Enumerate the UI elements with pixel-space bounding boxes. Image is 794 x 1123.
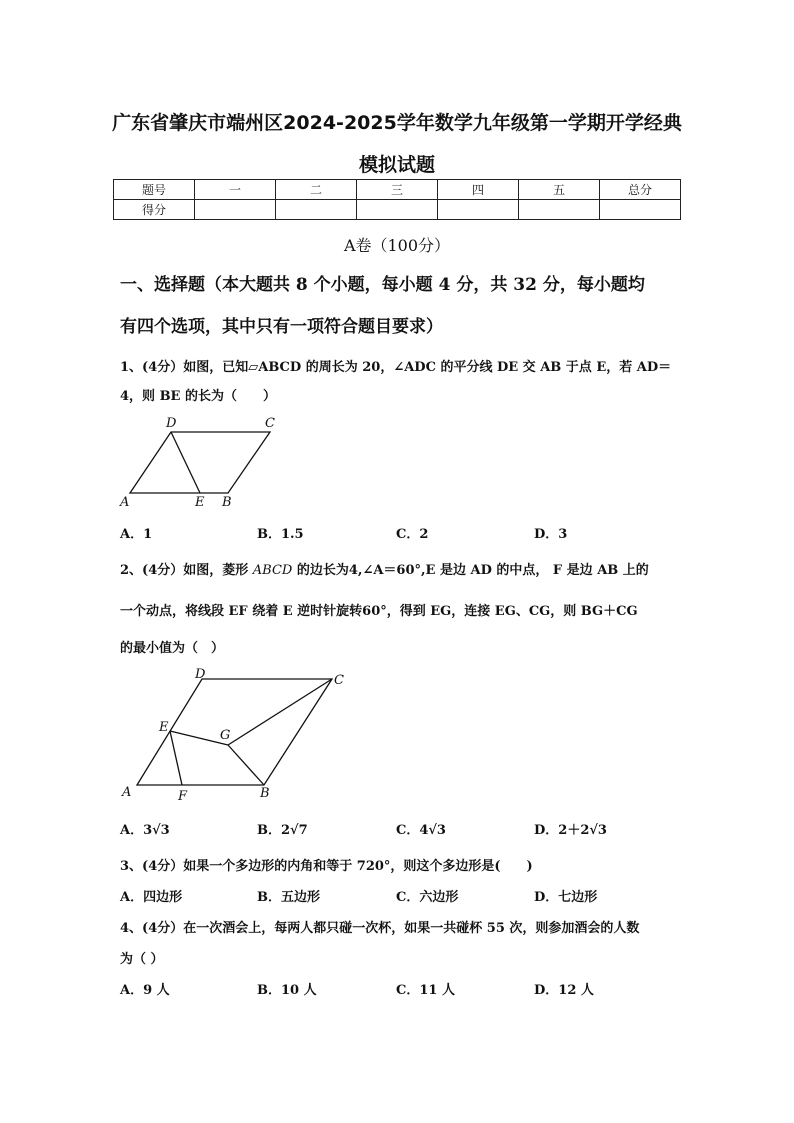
q2-label-b: B	[260, 786, 270, 801]
q1-option-c[interactable]: C．2	[396, 527, 429, 542]
score-input-cell[interactable]	[600, 200, 681, 220]
q2-text-line1	[120, 559, 680, 578]
q1-label-a: A	[120, 495, 130, 510]
score-header-cell: 三	[357, 180, 438, 200]
score-input-cell[interactable]	[519, 200, 600, 220]
score-header-cell: 二	[276, 180, 357, 200]
q3-option-d[interactable]: D．七边形	[534, 890, 598, 905]
q1-label-b: B	[222, 495, 232, 510]
q2-text-line2: 一个动点，将线段 EF 绕着 E 逆时针旋转60°，得到 EG，连接 EG、CG，则 BG＋CG	[120, 604, 638, 619]
q2-option-a[interactable]: A．3√3	[120, 823, 170, 838]
q3-option-b[interactable]: B．五边形	[257, 890, 320, 905]
q4-option-d[interactable]: D．12 人	[534, 983, 594, 998]
section1-heading-line2: 有四个选项，其中只有一项符合题目要求）	[120, 317, 443, 337]
exam-title-line1: 广东省肇庆市端州区2024-2025学年数学九年级第一学期开学经典	[112, 112, 682, 134]
score-input-cell[interactable]	[195, 200, 276, 220]
q1-option-b[interactable]: B．1.5	[257, 527, 304, 542]
volume-heading: A卷（100分）	[343, 236, 451, 255]
exam-title-line2: 模拟试题	[358, 154, 435, 176]
q1-label-d: D	[166, 416, 177, 431]
q1-text-line2: 4，则 BE 的长为（ ）	[120, 389, 276, 404]
score-input-cell[interactable]	[357, 200, 438, 220]
score-input-cell[interactable]	[438, 200, 519, 220]
q2-segment-gc	[228, 679, 332, 745]
score-header-cell: 一	[195, 180, 276, 200]
q4-option-b[interactable]: B．10 人	[257, 983, 317, 998]
score-header-cell: 四	[438, 180, 519, 200]
score-header-cell: 五	[519, 180, 600, 200]
q2-label-c: C	[334, 673, 344, 688]
q2-option-c[interactable]: C．4√3	[396, 823, 446, 838]
q2-label-a: A	[122, 785, 132, 800]
q1-label-c: C	[265, 416, 275, 431]
q2-text-line3: 的最小值为（ ）	[120, 641, 225, 656]
q2-label-g: G	[220, 728, 231, 743]
q2-option-b[interactable]: B．2√7	[257, 823, 308, 838]
q4-option-a[interactable]: A．9 人	[120, 983, 170, 998]
score-header-cell: 题号	[114, 180, 195, 200]
q2-label-e: E	[159, 720, 169, 735]
q2-segment-ef	[170, 731, 182, 785]
q1-label-e: E	[195, 495, 205, 510]
score-table-score-row	[114, 200, 681, 220]
q1-option-d[interactable]: D．3	[534, 527, 568, 542]
q2-segment-gb	[228, 745, 264, 785]
q4-text-line2: 为（ ）	[120, 952, 164, 967]
q2-text-line1-a: 2、(4分）如图，菱形	[120, 563, 253, 578]
score-table-header-row	[114, 180, 681, 200]
q4-text-line1: 4、(4分）在一次酒会上，每两人都只碰一次杯，如果一共碰杯 55 次，则参加酒会的人数	[120, 921, 640, 936]
q3-option-c[interactable]: C．六边形	[396, 890, 459, 905]
q1-parallelogram	[130, 432, 270, 493]
q1-parallelogram-figure	[118, 412, 288, 512]
q2-option-d[interactable]: D．2＋2√3	[534, 823, 607, 838]
q2-rhombus-figure	[118, 664, 358, 806]
q1-segment-de	[171, 432, 200, 493]
q3-option-a[interactable]: A．四边形	[120, 890, 183, 905]
q3-text-line1: 3、(4分）如果一个多边形的内角和等于 720°，则这个多边形是( )	[120, 859, 533, 874]
score-input-cell[interactable]	[276, 200, 357, 220]
q2-text-line1-b: ABCD	[252, 563, 293, 578]
q1-text-line1: 1、(4分）如图，已知▱ABCD 的周长为 20，∠ADC 的平分线 DE 交 AB 于点 E，若 AD＝	[120, 360, 672, 375]
q2-label-d: D	[195, 667, 206, 682]
score-table	[113, 179, 681, 220]
score-header-cell: 总分	[600, 180, 681, 200]
q4-option-c[interactable]: C．11 人	[396, 983, 455, 998]
section1-heading-line1: 一、选择题（本大题共 8 个小题，每小题 4 分，共 32 分，每小题均	[120, 275, 645, 295]
score-row-label: 得分	[114, 200, 195, 220]
q2-text-line1-c: 的边长为4,∠A＝60°,E 是边 AD 的中点， F 是边 AB 上的	[292, 563, 649, 578]
q2-label-f: F	[178, 789, 188, 804]
q1-option-a[interactable]: A．1	[120, 527, 153, 542]
